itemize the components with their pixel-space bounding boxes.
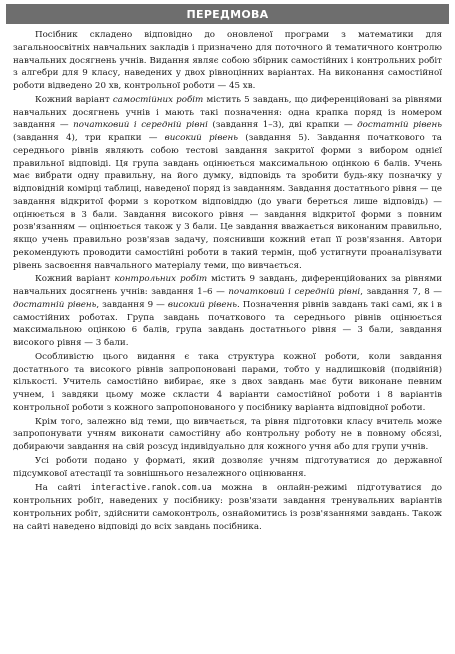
emphasis-level-initial-middle: початковий і середній рівні bbox=[73, 120, 208, 131]
emphasis-independent-works: самостійних робіт bbox=[112, 94, 204, 105]
paragraph-independent-works: Кожний варіант самостійних робіт містить 5 завдань, що диференційовані за рівнями навчальних досягнень учнів і мають такі позначення: одна крапка поряд із номером завдання — початковий і середній рівні (завдання 1–3), дві крапки — достатній рівень (завдання 4), три крапки — високий рівень (завдання 5). Завдання початкового та середнього рівнів являють собою тестові завдання закритої форми з вибором однієї правильної відповіді. Ця група завдань оцінюється максимальною оцінкою 6 балів. Учень має вибрати одну правильну, на його думку, відповідь та зробити будь-яку позначку у відповідній комірці таблиці, наведеної поряд із завданням. Завдання достатнього рівня — це завдання відкритої форми з коротком відповіддю (до уваги береться лише відповідь) — оцінюється в 3 бали. Завдання високого рівня — завдання відкритої форми з повним розв'язанням — оцінюється також у 3 бали. Це завдання вважається виконаним правильно, якщо учень правильно розв'язав задачу, пояснивши кожний етап її розв'язання. Автори рекомендують проводити самостійні роботи в такий термін, щоб устигнути проаналізувати рівень засвоєння навчального матеріалу теми, що вивчається. bbox=[13, 94, 443, 271]
paragraph-teacher-choice: Крім того, залежно від теми, що вивчається, та рівня підготовки класу вчитель може запропонувати учням виконати самостійну або контрольну роботу не в повному обсязі, добираючи завдання на свій розсуд індивідуально для кожного учня або для групи учнів. bbox=[13, 416, 442, 452]
preface-text bbox=[0, 24, 455, 533]
paragraph-control-works: Кожний варіант контрольних робіт містить 9 завдань, диференційованих за рівнями навчальних досягнень учнів: завдання 1–6 — початковий і середній рівні, завдання 7, 8 — достатній рівень, завдання 9 — високий рівень. Позначення рівнів завдань такі самі, як і в самостійних роботах. Група завдань початкового та середнього рівнів оцінюється максимальною оцінкою 6 балів, група завдань достатнього рівня — 3 бали, завдання високого рівня — 3 бали. bbox=[13, 274, 442, 348]
paragraph-structure: Особливістю цього видання є така структура кожної роботи, коли завдання достатнього та високого рівнів запропоновані парами, тобто у надлишковій (подвійній) кількості. Учитель самостійно вибирає, яке з двох завдань має бути виконане певним учнем, і завдяки цьому може скласти 4 варіанти самостійної роботи і 8 варіантів контрольної роботи з кожного запропонованого у посібнику варіанта відповідної роботи. bbox=[13, 351, 442, 413]
emphasis-level-high: високий рівень bbox=[164, 133, 238, 143]
paragraph-website: На сайті interactive.ranok.com.ua можна в онлайн-режимі підготуватися до контрольних робіт, наведених у посібнику: розв'язати завдання тренувальних варіантів контрольних робіт, здійснити самоконтроль, ознайомитись із розв'язаннями завдань. Також на сайті наведено відповіді до всіх завдань посібника. bbox=[13, 482, 442, 532]
emphasis-level-initial-middle: початковий і середній рівні bbox=[228, 287, 361, 297]
emphasis-control-works: контрольних робіт bbox=[114, 274, 208, 285]
paragraph-intro: Посібник складено відповідно до оновленої програми з математики для загальноосвітніх навчальних закладів і призначено для поточного й тематичного контролю навчальних досягнень учнів. Видання являє собою збірник самостійних і контрольних робіт з алгебри для 9 класу, наведених у двох рівноцінних варіантах. На виконання самостійної роботи відведено 20 хв, контрольної роботи — 45 хв. bbox=[13, 30, 442, 91]
page bbox=[0, 4, 455, 654]
section-title: ПЕРЕДМОВА bbox=[186, 7, 269, 21]
emphasis-level-high: високий рівень bbox=[167, 299, 237, 310]
emphasis-level-sufficient: достатній рівень bbox=[13, 299, 97, 310]
emphasis-level-sufficient: достатній рівень bbox=[357, 120, 443, 131]
section-header bbox=[6, 4, 449, 24]
paragraph-format: Усі роботи подано у форматі, який дозволяє учням підготуватися до державної підсумкової атестації та зовнішнього незалежного оцінювання. bbox=[13, 455, 442, 479]
website-link[interactable]: interactive.ranok.com.ua bbox=[90, 482, 212, 493]
